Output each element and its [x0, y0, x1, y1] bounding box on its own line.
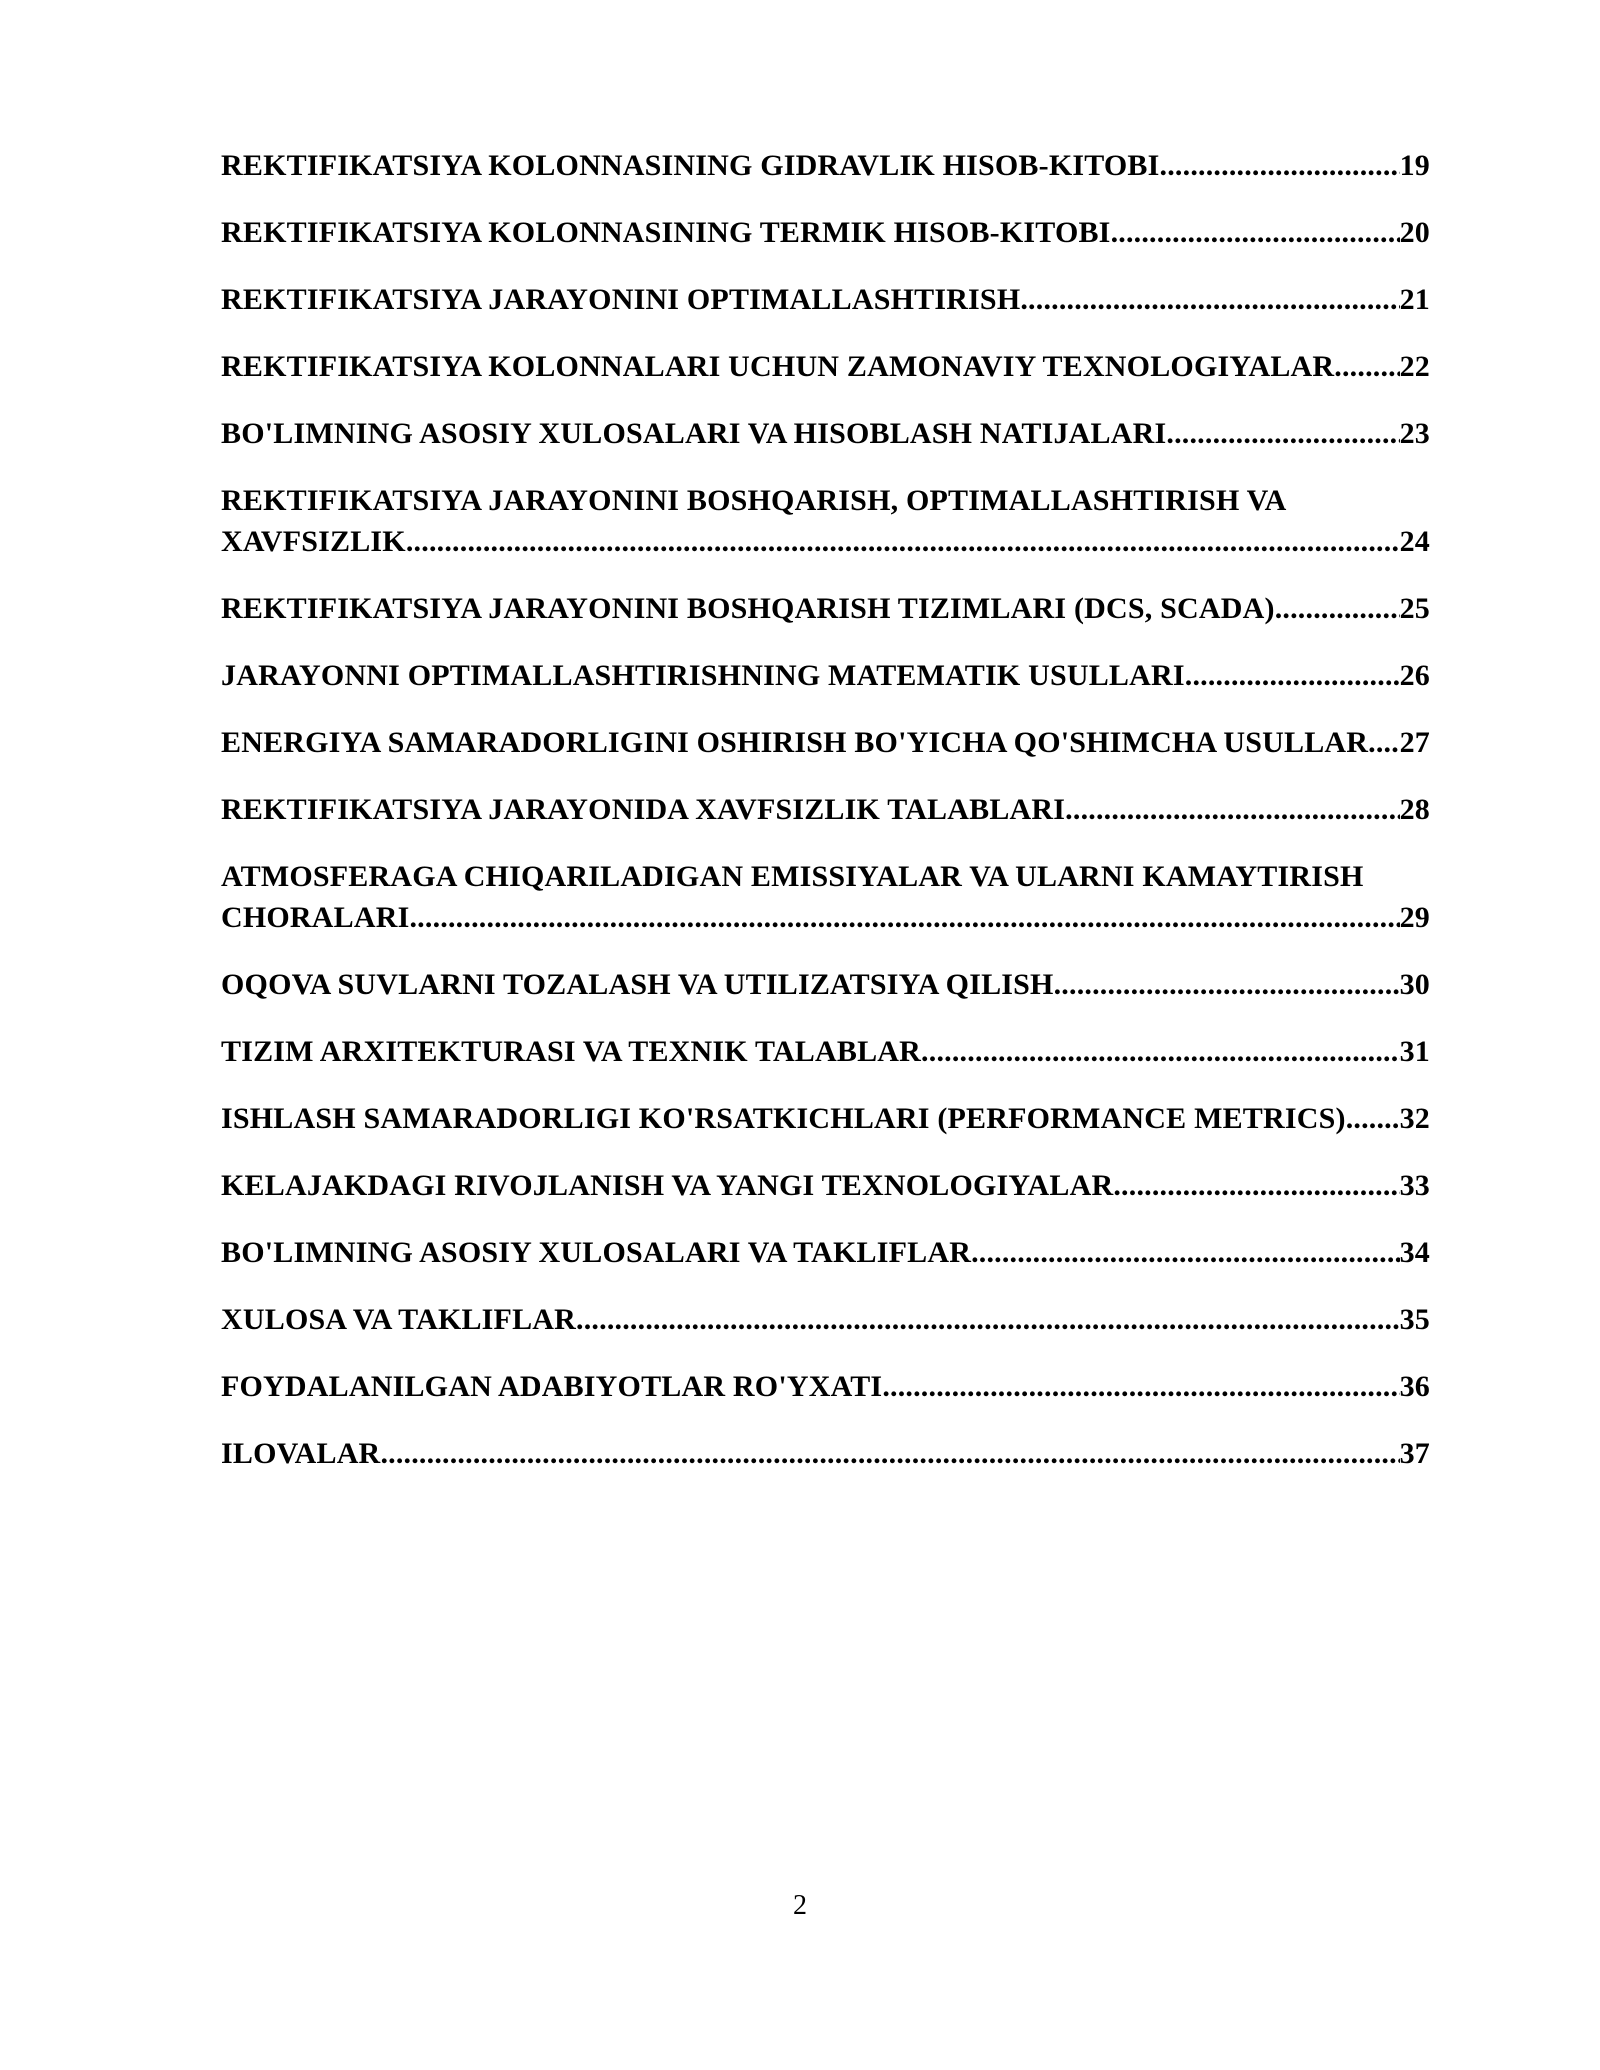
toc-entry-page: 19 [1399, 149, 1430, 182]
toc-entry-title: KELAJAKDAGI RIVOJLANISH VA YANGI TEXNOLOGIYALAR [221, 1169, 1114, 1202]
toc-dot-leader [380, 1433, 1399, 1474]
toc-entry[interactable] [221, 1299, 1430, 1340]
toc-entry-page: 24 [1399, 525, 1430, 558]
toc-dot-leader [1346, 1098, 1400, 1139]
toc-entry-title-first-line: REKTIFIKATSIYA JARAYONINI BOSHQARISH, OPTIMALLASHTIRISH VA [221, 484, 1287, 517]
toc-entry-page: 35 [1399, 1303, 1430, 1336]
toc-entry[interactable] [221, 722, 1430, 763]
toc-entry-title: REKTIFIKATSIYA JARAYONINI BOSHQARISH TIZIMLARI (DCS, SCADA) [221, 592, 1275, 625]
toc-entry-title: FOYDALANILGAN ADABIYOTLAR RO'YXATI [221, 1370, 883, 1403]
toc-entry[interactable] [221, 480, 1430, 562]
toc-entry[interactable] [221, 1098, 1430, 1139]
toc-entry-title: REKTIFIKATSIYA JARAYONINI OPTIMALLASHTIRISH [221, 283, 1021, 316]
toc-dot-leader [1020, 279, 1399, 320]
toc-entry[interactable] [221, 346, 1430, 387]
toc-entry-page: 31 [1399, 1035, 1430, 1068]
toc-entry[interactable] [221, 212, 1430, 253]
toc-dot-leader [409, 897, 1399, 938]
toc-entry-page: 21 [1399, 283, 1430, 316]
toc-dot-leader [576, 1299, 1400, 1340]
toc-entry[interactable] [221, 1031, 1430, 1072]
toc-dot-leader [1166, 413, 1399, 454]
toc-entry-title: BO'LIMNING ASOSIY XULOSALARI VA HISOBLASH NATIJALARI [221, 417, 1167, 450]
toc-entry-title: JARAYONNI OPTIMALLASHTIRISHNING MATEMATIK USULLARI [221, 659, 1185, 692]
toc-entry-title: REKTIFIKATSIYA JARAYONIDA XAVFSIZLIK TALABLARI [221, 793, 1066, 826]
toc-entry-page: 23 [1399, 417, 1430, 450]
toc-entry-title: REKTIFIKATSIYA KOLONNASINING TERMIK HISOB-KITOBI [221, 216, 1111, 249]
toc-entry[interactable] [221, 1433, 1430, 1474]
toc-dot-leader [1160, 145, 1400, 186]
toc-entry-title: ILOVALAR [221, 1437, 381, 1470]
page-number: 2 [793, 1890, 807, 1921]
toc-entry-page: 34 [1399, 1236, 1430, 1269]
toc-dot-leader [406, 521, 1400, 562]
toc-entry-title: OQOVA SUVLARNI TOZALASH VA UTILIZATSIYA QILISH [221, 968, 1054, 1001]
toc-entry-page: 20 [1399, 216, 1430, 249]
toc-entry-page: 30 [1399, 968, 1430, 1001]
toc-entry[interactable] [221, 145, 1430, 186]
toc-dot-leader [1275, 588, 1400, 629]
toc-entry[interactable] [221, 655, 1430, 696]
toc-entry-title: REKTIFIKATSIYA KOLONNALARI UCHUN ZAMONAVIY TEXNOLOGIYALAR [221, 350, 1335, 383]
toc-dot-leader [921, 1031, 1400, 1072]
toc-dot-leader [1368, 722, 1399, 763]
toc-entry-page: 36 [1399, 1370, 1430, 1403]
toc-dot-leader [1113, 1165, 1399, 1206]
toc-dot-leader [1065, 789, 1399, 830]
toc-dot-leader [1054, 964, 1400, 1005]
toc-entry[interactable] [221, 964, 1430, 1005]
toc-entry[interactable] [221, 413, 1430, 454]
toc-entry-title: REKTIFIKATSIYA KOLONNASINING GIDRAVLIK HISOB-KITOBI [221, 149, 1160, 182]
toc-entry-page: 29 [1399, 901, 1430, 934]
toc-entry-page: 26 [1399, 659, 1430, 692]
toc-entry-page: 32 [1399, 1102, 1430, 1135]
toc-entry[interactable] [221, 588, 1430, 629]
toc-entry-page: 28 [1399, 793, 1430, 826]
toc-entry[interactable] [221, 1366, 1430, 1407]
toc-entry-page: 27 [1399, 726, 1430, 759]
toc-entry-page: 25 [1399, 592, 1430, 625]
toc-entry[interactable] [221, 1165, 1430, 1206]
toc-entry[interactable] [221, 279, 1430, 320]
toc-entry-title: ISHLASH SAMARADORLIGI KO'RSATKICHLARI (PERFORMANCE METRICS) [221, 1102, 1346, 1135]
toc-entry-title-first-line: ATMOSFERAGA CHIQARILADIGAN EMISSIYALAR VA ULARNI KAMAYTIRISH [221, 860, 1364, 893]
toc-entry-page: 33 [1399, 1169, 1430, 1202]
toc-entry-title: XULOSA VA TAKLIFLAR [221, 1303, 577, 1336]
toc-dot-leader [1185, 655, 1400, 696]
toc-entry-title: CHORALARI [221, 901, 410, 934]
toc-entry[interactable] [221, 789, 1430, 830]
toc-dot-leader [1111, 212, 1400, 253]
toc-entry[interactable] [221, 856, 1430, 938]
table-of-contents [221, 145, 1430, 1500]
toc-entry-title: ENERGIYA SAMARADORLIGINI OSHIRISH BO'YICHA QO'SHIMCHA USULLAR [221, 726, 1369, 759]
toc-entry-title: TIZIM ARXITEKTURASI VA TEXNIK TALABLAR [221, 1035, 922, 1068]
toc-dot-leader [971, 1232, 1400, 1273]
toc-entry-page: 37 [1399, 1437, 1430, 1470]
toc-dot-leader [882, 1366, 1399, 1407]
toc-entry[interactable] [221, 1232, 1430, 1273]
toc-entry-page: 22 [1399, 350, 1430, 383]
toc-entry-title: XAVFSIZLIK [221, 525, 406, 558]
toc-entry-title: BO'LIMNING ASOSIY XULOSALARI VA TAKLIFLAR [221, 1236, 972, 1269]
toc-dot-leader [1334, 346, 1399, 387]
